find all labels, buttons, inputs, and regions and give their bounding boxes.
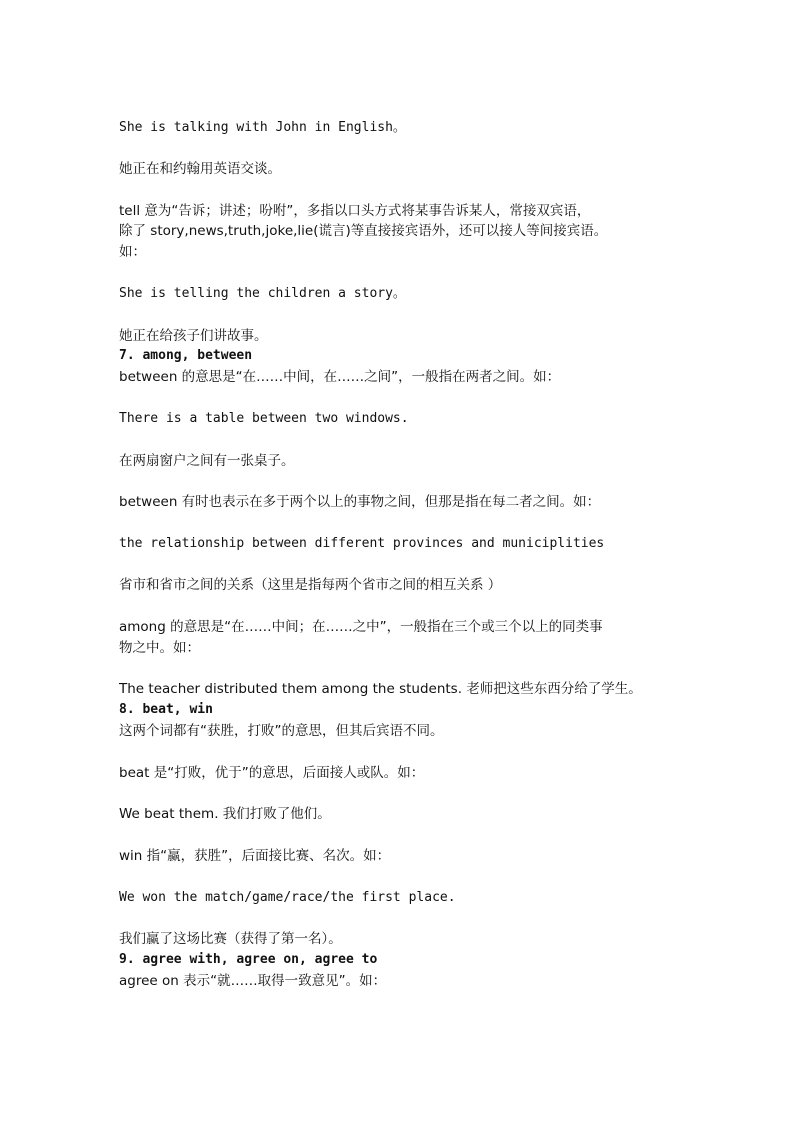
paragraph-line: between 有时也表示在多于两个以上的事物之间，但那是指在每二者之间。如：	[119, 494, 601, 510]
translation: 她正在给孩子们讲故事。	[119, 328, 268, 344]
translation: 在两扇窗户之间有一张桌子。	[119, 453, 295, 469]
paragraph-line: agree on 表示“就……取得一致意见”。如：	[119, 973, 387, 989]
example-sentence: The teacher distributed them among the students. 老师把这些东西分给了学生。	[119, 681, 642, 697]
paragraph-line: win 指“赢，获胜”，后面接比赛、名次。如：	[119, 848, 391, 864]
example-sentence: She is talking with John in English。	[119, 120, 406, 135]
translation: 我们赢了这场比赛（获得了第一名）。	[119, 931, 342, 947]
paragraph-line: between 的意思是“在……中间，在……之间”，一般指在两者之间。如：	[119, 369, 561, 385]
section-heading: 8. beat, win	[119, 702, 213, 717]
paragraph-line: 物之中。如：	[119, 640, 200, 656]
example-sentence: We beat them. 我们打败了他们。	[119, 806, 331, 822]
paragraph-line: tell 意为“告诉；讲述；吩咐”，多指以口头方式将某事告诉某人，常接双宾语，	[119, 203, 591, 219]
translation: 省市和省市之间的关系（这里是指每两个省市之间的相互关系 ）	[119, 577, 502, 593]
paragraph-line: beat 是“打败，优于”的意思，后面接人或队。如：	[119, 765, 425, 781]
paragraph-line: 如：	[119, 244, 146, 260]
paragraph-line: 这两个词都有“获胜，打败”的意思，但其后宾语不同。	[119, 723, 444, 739]
example-sentence: There is a table between two windows.	[119, 411, 409, 426]
paragraph-line: 除了 story,news,truth,joke,lie(谎言)等直接接宾语外，还可以接人等间接宾语。	[119, 223, 608, 239]
section-heading: 9. agree with, agree on, agree to	[119, 952, 378, 967]
section-heading: 7. among, between	[119, 348, 253, 363]
translation: 她正在和约翰用英语交谈。	[119, 161, 281, 177]
example-sentence: We won the match/game/race/the first place.	[119, 890, 456, 905]
example-sentence: She is telling the children a story。	[119, 286, 406, 301]
example-sentence: the relationship between different provinces and municiplities	[119, 536, 605, 551]
paragraph-line: among 的意思是“在……中间；在……之中”，一般指在三个或三个以上的同类事	[119, 619, 603, 635]
